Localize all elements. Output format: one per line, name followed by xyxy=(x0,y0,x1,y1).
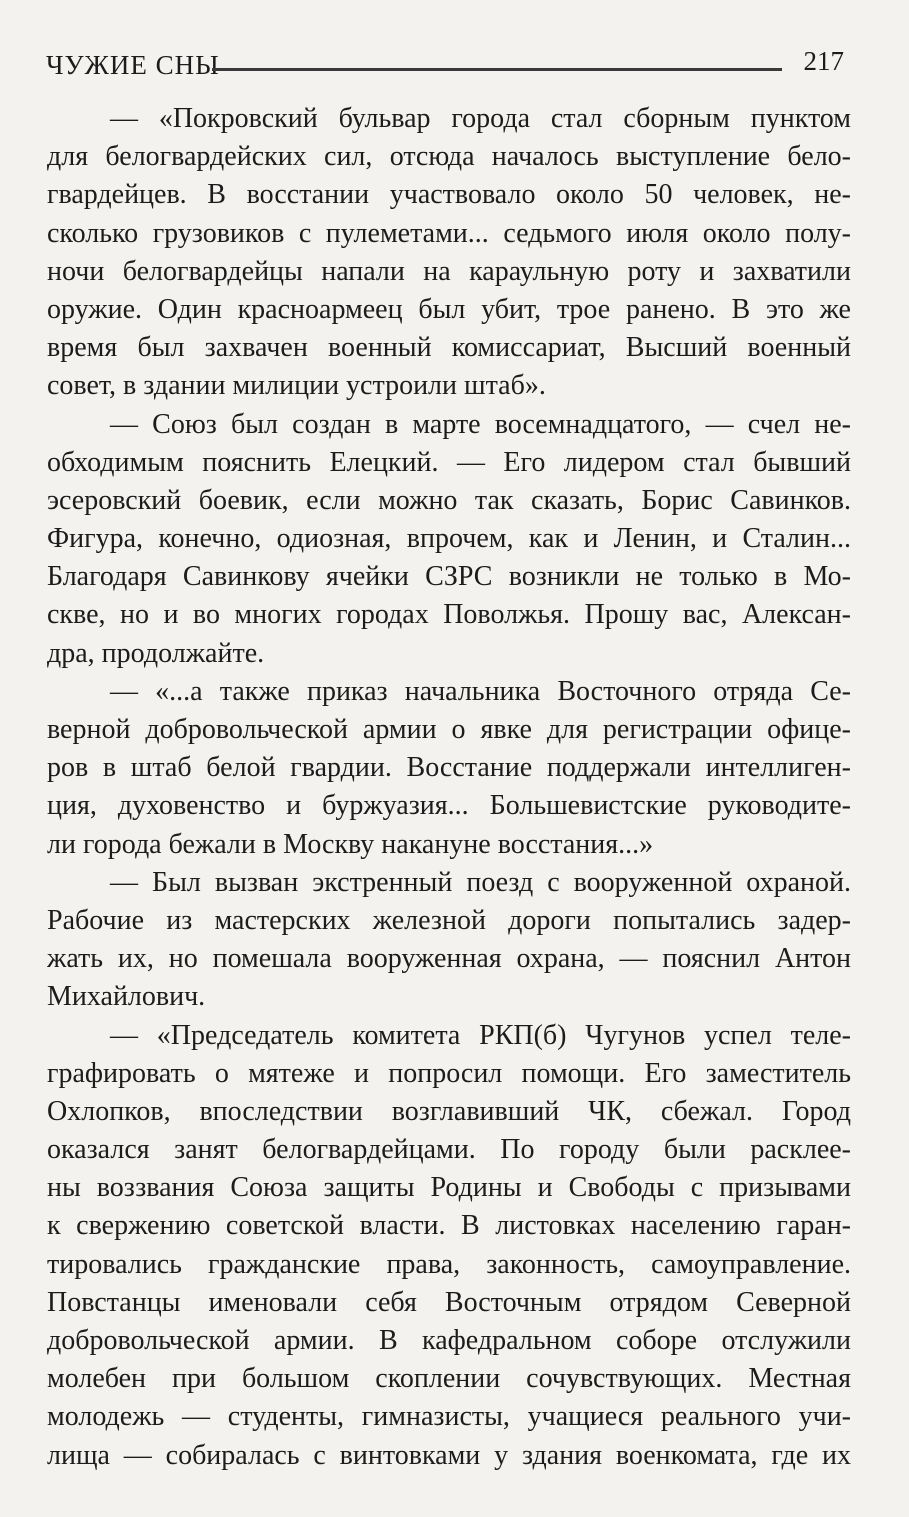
text-line: обходимым пояснить Елецкий. — Его лидером стал бывший xyxy=(47,446,851,478)
text-line: эсеровский боевик, если можно так сказать, Борис Савинков. xyxy=(47,484,851,516)
running-head-title: ЧУЖИЕ СНЫ xyxy=(46,50,220,80)
text-line: сколько грузовиков с пулеметами... седьмого июля около полу- xyxy=(47,217,851,249)
text-line: ров в штаб белой гвардии. Восстание поддержали интеллиген- xyxy=(47,752,851,784)
text-line: Повстанцы именовали себя Восточным отрядом Северной xyxy=(47,1286,851,1318)
text-line: ли города бежали в Москву накануне восстания...» xyxy=(47,828,654,860)
text-line: тировались гражданские права, законность, самоуправление. xyxy=(47,1248,851,1280)
text-line: для белогвардейских сил, отсюда началось выступление бело- xyxy=(47,141,851,173)
text-line: время был захвачен военный комиссариат, Высший военный xyxy=(47,332,851,364)
text-line: Рабочие из мастерских железной дороги попытались задер- xyxy=(47,904,851,936)
text-line: — Был вызван экстренный поезд с вооруженной охраной. xyxy=(110,866,851,898)
text-line: дра, продолжайте. xyxy=(47,637,265,669)
text-line: оказался занят белогвардейцами. По городу были расклее- xyxy=(47,1134,851,1166)
text-line: молебен при большом скоплении сочувствующих. Местная xyxy=(47,1363,851,1395)
body-text xyxy=(47,100,851,1475)
text-line: Фигура, конечно, одиозная, впрочем, как и Ленин, и Сталин... xyxy=(47,523,851,555)
text-line: графировать о мятеже и попросил помощи. Его заместитель xyxy=(47,1057,851,1089)
text-line: Благодаря Савинкову ячейки СЗРС возникли не только в Мо- xyxy=(47,561,851,593)
text-line: молодежь — студенты, гимназисты, учащиеся реального учи- xyxy=(47,1401,851,1433)
text-line: добровольческой армии. В кафедральном соборе отслужили xyxy=(47,1325,851,1356)
text-line: верной добровольческой армии о явке для регистрации офице- xyxy=(47,714,851,745)
text-line: оружие. Один красноармеец был убит, трое ранено. В это же xyxy=(47,293,851,325)
text-line: — «Покровский бульвар города стал сборным пунктом xyxy=(110,103,851,134)
text-line: ция, духовенство и буржуазия... Большевистские руководите- xyxy=(47,790,851,822)
running-head xyxy=(46,44,844,84)
text-line: к свержению советской власти. В листовках населению гаран- xyxy=(47,1210,851,1242)
text-line: лища — собиралась с винтовками у здания военкомата, где их xyxy=(47,1439,851,1471)
running-head-rule xyxy=(212,68,782,71)
text-line: ны воззвания Союза защиты Родины и Свободы с призывами xyxy=(47,1172,851,1204)
text-line: — «...а также приказ начальника Восточного отряда Се- xyxy=(110,675,851,707)
text-line: ночи белогвардейцы напали на караульную роту и захватили xyxy=(47,255,851,287)
text-line: — «Председатель комитета РКП(б) Чугунов успел теле- xyxy=(110,1019,851,1051)
text-line: гвардейцев. В восстании участвовало около 50 человек, не- xyxy=(47,179,851,211)
text-line: Охлопков, впоследствии возглавивший ЧК, сбежал. Город xyxy=(47,1095,851,1127)
page-number: 217 xyxy=(803,46,844,76)
text-line: жать их, но помешала вооруженная охрана, — пояснил Антон xyxy=(47,943,851,975)
text-line: скве, но и во многих городах Поволжья. Прошу вас, Алексан- xyxy=(47,599,851,631)
text-line: совет, в здании милиции устроили штаб». xyxy=(47,370,546,402)
text-line: — Союз был создан в марте восемнадцатого, — счел не- xyxy=(110,408,851,440)
text-line: Михайлович. xyxy=(47,981,206,1013)
